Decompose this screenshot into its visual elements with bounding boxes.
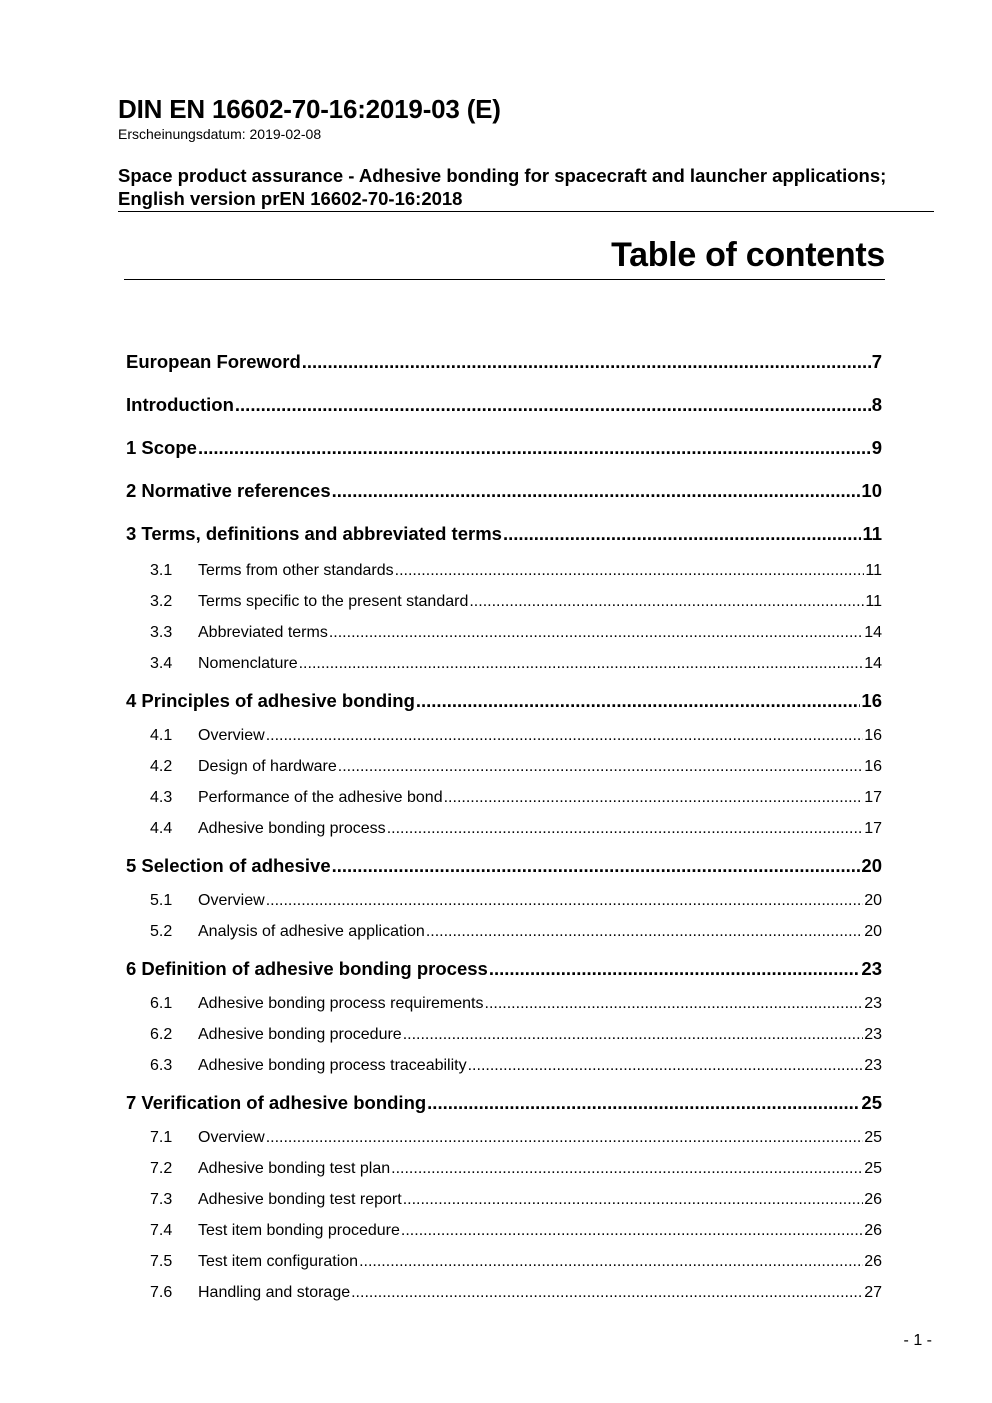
toc-entry-label: Overview [198,1129,265,1146]
toc-section-entry[interactable] [126,1249,882,1280]
toc-dot-leader [403,1187,864,1213]
toc-entry-number: 7.2 [150,1160,173,1177]
toc-dot-leader [444,785,864,811]
document-title: Space product assurance - Adhesive bonding for spacecraft and launcher applications; English version prEN 16602-70-16:2018 [118,164,934,212]
toc-entry-label: Adhesive bonding test plan [198,1160,391,1177]
toc-entry-number: 7.1 [150,1129,173,1146]
toc-entry-label: Introduction [126,394,234,415]
toc-section-entry[interactable] [126,816,882,847]
toc-dot-leader [426,919,863,945]
toc-entry-number: 4.4 [150,820,173,837]
toc-entry-label: Performance of the adhesive bond [198,789,443,806]
toc-entry-label: Adhesive bonding process requirements [198,995,484,1012]
toc-dot-leader [329,620,863,646]
toc-entry-label: Adhesive bonding test report [198,1191,402,1208]
toc-dot-leader [266,888,864,914]
toc-entry-number: 7.5 [150,1253,173,1270]
toc-dot-leader [469,589,864,615]
toc-entry-page: 8 [871,394,882,415]
toc-entry-label: 7 Verification of adhesive bonding [126,1092,427,1113]
toc-entry-number: 6.3 [150,1057,173,1074]
toc-entry-label: Overview [198,727,265,744]
toc-entry-page: 23 [861,958,882,979]
toc-entry-page: 17 [864,789,882,806]
toc-section-entry[interactable] [126,1125,882,1156]
toc-entry-label: 1 Scope [126,437,197,458]
toc-chapter-entry[interactable] [126,950,882,991]
toc-entry-label: Adhesive bonding process traceability [198,1057,467,1074]
toc-entry-number: 3.4 [150,655,173,672]
toc-entry-page: 16 [861,690,882,711]
toc-entry-number: 3.3 [150,624,173,641]
toc-entry-page: 27 [864,1284,882,1301]
toc-dot-leader [387,816,864,842]
toc-entry-number: 5.2 [150,923,173,940]
toc-entry-page: 23 [864,1026,882,1043]
toc-dot-leader [198,429,871,467]
toc-entry-page: 11 [862,523,882,544]
toc-section-entry[interactable] [126,785,882,816]
toc-entry-page: 26 [864,1191,882,1208]
toc-entry-number: 7.3 [150,1191,173,1208]
toc-section-entry[interactable] [126,723,882,754]
toc-entry-page: 9 [871,437,882,458]
toc-dot-leader [485,991,864,1017]
toc-entry-label: European Foreword [126,351,301,372]
toc-entry-label: Abbreviated terms [198,624,328,641]
toc-dot-leader [391,1156,863,1182]
toc-entry-page: 11 [865,593,882,610]
toc-chapter-entry[interactable] [126,429,882,472]
toc-entry-page: 16 [864,758,882,775]
toc-entry-label: Adhesive bonding process [198,820,386,837]
toc-section-entry[interactable] [126,754,882,785]
toc-chapter-entry[interactable] [126,472,882,515]
toc-section-entry[interactable] [126,1280,882,1311]
toc-entry-label: 6 Definition of adhesive bonding process [126,958,488,979]
toc-dot-leader [427,1084,860,1122]
toc-chapter-entry[interactable] [126,515,882,558]
toc-section-entry[interactable] [126,991,882,1022]
toc-entry-label: Test item bonding procedure [198,1222,400,1239]
toc-section-entry[interactable] [126,589,882,620]
document-id: DIN EN 16602-70-16:2019-03 (E) [118,94,501,124]
toc-entry-label: Test item configuration [198,1253,359,1270]
toc-entry-number: 3.2 [150,593,173,610]
toc-heading: Table of contents [124,236,885,280]
toc-entry-page: 23 [864,1057,882,1074]
toc-entry-label: 3 Terms, definitions and abbreviated terms [126,523,502,544]
toc-entry-page: 20 [864,892,882,909]
toc-dot-leader [416,682,861,720]
toc-entry-page: 11 [865,562,882,579]
toc-entry-page: 14 [864,655,882,672]
toc-entry-label: Adhesive bonding procedure [198,1026,402,1043]
toc-section-entry[interactable] [126,1187,882,1218]
toc-entry-label: Overview [198,892,265,909]
toc-entry-label: Analysis of adhesive application [198,923,425,940]
toc-entry-number: 7.6 [150,1284,173,1301]
toc-chapter-entry[interactable] [126,1084,882,1125]
toc-dot-leader [332,472,861,510]
toc-entry-label: Nomenclature [198,655,298,672]
toc-chapter-entry[interactable] [126,386,882,429]
toc-entry-page: 7 [871,351,882,372]
toc-dot-leader [351,1280,863,1306]
toc-dot-leader [302,343,871,381]
toc-entry-page: 26 [864,1253,882,1270]
toc-section-entry[interactable] [126,888,882,919]
toc-entry-page: 10 [861,480,882,501]
toc-dot-leader [266,723,864,749]
toc-entry-label: 2 Normative references [126,480,331,501]
toc-dot-leader [359,1249,863,1275]
toc-entry-label: Design of hardware [198,758,337,775]
toc-entry-number: 3.1 [150,562,173,579]
toc-section-entry[interactable] [126,919,882,950]
toc-entry-number: 5.1 [150,892,173,909]
toc-entry-number: 7.4 [150,1222,173,1239]
toc-dot-leader [403,1022,864,1048]
toc-chapter-entry[interactable] [126,847,882,888]
toc-dot-leader [503,515,862,553]
toc-entry-label: Terms from other standards [198,562,394,579]
toc-entry-label: 5 Selection of adhesive [126,855,331,876]
toc-entry-page: 20 [861,855,882,876]
toc-section-entry[interactable] [126,1156,882,1187]
toc-entry-page: 16 [864,727,882,744]
toc-dot-leader [266,1125,864,1151]
toc-section-entry[interactable] [126,651,882,682]
toc-dot-leader [235,386,871,424]
toc-entry-page: 17 [864,820,882,837]
toc-entry-page: 14 [864,624,882,641]
toc-entry-number: 6.2 [150,1026,173,1043]
toc-chapter-entry[interactable] [126,343,882,386]
page-number: - 1 - [903,1332,932,1349]
toc-entry-page: 25 [861,1092,882,1113]
toc-chapter-entry[interactable] [126,682,882,723]
toc-dot-leader [468,1053,864,1079]
toc-dot-leader [332,847,861,885]
toc-entry-page: 25 [864,1160,882,1177]
table-of-contents [126,343,882,1311]
toc-entry-page: 25 [864,1129,882,1146]
toc-section-entry[interactable] [126,1022,882,1053]
toc-dot-leader [299,651,864,677]
issue-date: Erscheinungsdatum: 2019-02-08 [118,126,322,142]
toc-dot-leader [401,1218,863,1244]
toc-section-entry[interactable] [126,620,882,651]
toc-section-entry[interactable] [126,558,882,589]
toc-entry-label: Terms specific to the present standard [198,593,469,610]
toc-section-entry[interactable] [126,1053,882,1084]
toc-entry-page: 26 [864,1222,882,1239]
toc-entry-label: Handling and storage [198,1284,351,1301]
toc-entry-number: 4.1 [150,727,173,744]
toc-dot-leader [338,754,863,780]
toc-dot-leader [395,558,865,584]
toc-entry-number: 4.3 [150,789,173,806]
toc-entry-number: 4.2 [150,758,173,775]
toc-section-entry[interactable] [126,1218,882,1249]
toc-entry-page: 23 [864,995,882,1012]
toc-entry-label: 4 Principles of adhesive bonding [126,690,415,711]
toc-dot-leader [489,950,861,988]
toc-entry-number: 6.1 [150,995,173,1012]
toc-entry-page: 20 [864,923,882,940]
